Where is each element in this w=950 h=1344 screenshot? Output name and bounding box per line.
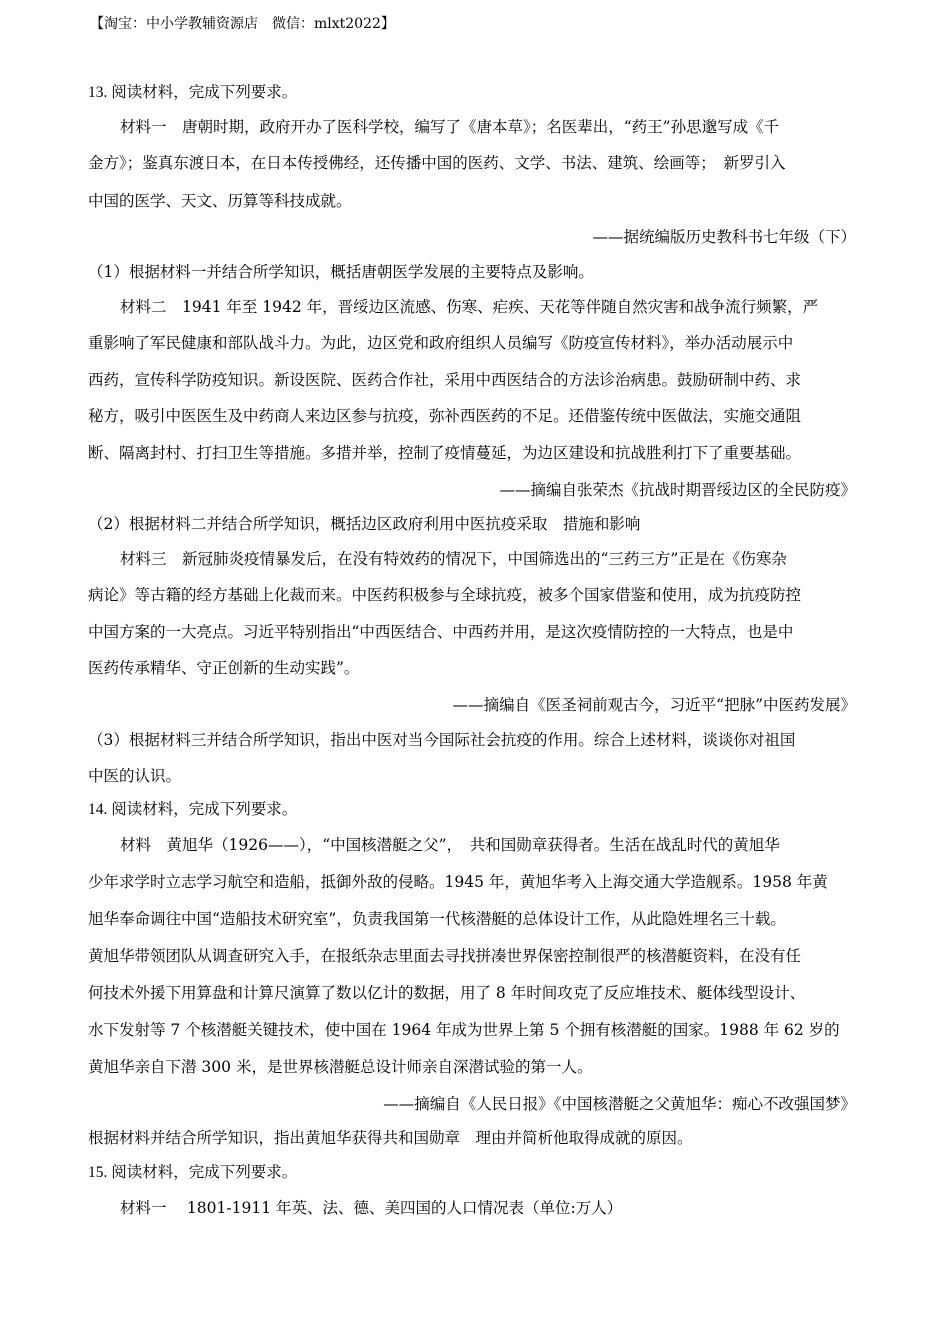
q14-material-line5: 何技术外援下用算盘和计算尺演算了数以亿计的数据，用了 8 年时间攻克了反应堆技术、艇体线型设计、: [88, 984, 806, 1002]
q13-material2-line3: 西药，宣传科学防疫知识。新设医院、医药合作社，采用中西医结合的方法诊治病患。鼓励研制中药、求: [88, 371, 802, 389]
q13-material2-source: ——摘编自张荣杰《抗战时期晋绥边区的全民防疫》: [499, 481, 856, 499]
q14-title: 14. 阅读材料，完成下列要求。: [88, 801, 298, 818]
q14-material-line3: 旭华奉命调往中国“造船技术研究室”，负责我国第一代核潜艇的总体设计工作，从此隐姓埋名三十载。: [88, 910, 786, 928]
q13-material3-source: ——摘编自《医圣祠前观古今，习近平“把脉”中医药发展》: [452, 696, 856, 714]
q13-material1-source: ——据统编版历史教科书七年级（下）: [592, 228, 856, 246]
q13-material2-line4: 秘方，吸引中医医生及中药商人来边区参与抗疫，弥补西医药的不足。还借鉴传统中医做法，实施交通阻: [88, 407, 802, 425]
q13-material2-line5: 断、隔离封村、打扫卫生等措施。多措并举，控制了疫情蔓延，为边区建设和抗战胜利打下了重要基础。: [88, 444, 802, 462]
q14-material-line2: 少年求学时立志学习航空和造船，抵御外敌的侵略。1945 年，黄旭华考入上海交通大学造舰系。1958 年黄: [88, 873, 828, 891]
q13-question2: （2）根据材料二并结合所学知识，概括边区政府利用中医抗疫采取 措施和影响: [88, 515, 641, 533]
q13-question1: （1）根据材料一并结合所学知识，概括唐朝医学发展的主要特点及影响。: [88, 263, 594, 281]
q14-material-line7: 黄旭华亲自下潜 300 米，是世界核潜艇总设计师亲自深潜试验的第一人。: [88, 1058, 593, 1076]
q15-material1-caption: 材料一 1801-1911 年英、法、德、美四国的人口情况表（单位:万人）: [120, 1199, 623, 1217]
q13-material3-line1: 材料三 新冠肺炎疫情暴发后，在没有特效药的情况下，中国筛选出的“三药三方”正是在《伤寒杂: [120, 550, 787, 568]
q13-material2-line1: 材料二 1941 年至 1942 年，晋绥边区流感、伤寒、疟疾、天花等伴随自然灾害和战争流行频繁，严: [120, 298, 819, 316]
q14-material-source: ——摘编自《人民日报》《中国核潜艇之父黄旭华：痴心不改强国梦》: [383, 1095, 856, 1113]
q13-material3-line4: 医药传承精华、守正创新的生动实践”。: [88, 659, 360, 677]
q13-question3-line2: 中医的认识。: [88, 767, 182, 785]
q14-material-line6: 水下发射等 7 个核潜艇关键技术，使中国在 1964 年成为世界上第 5 个拥有核潜艇的国家。1988 年 62 岁的: [88, 1021, 840, 1039]
q14-material-line1: 材料 黄旭华（1926——），“中国核潜艇之父”， 共和国勋章获得者。生活在战乱时代的黄旭华: [120, 836, 780, 854]
q13-material1-line3: 中国的医学、天文、历算等科技成就。: [88, 192, 352, 210]
q13-material3-line3: 中国方案的一大亮点。习近平特别指出“中西医结合、中西药并用，是这次疫情防控的一大特点，也是中: [88, 623, 794, 641]
q14-question: 根据材料并结合所学知识，指出黄旭华获得共和国勋章 理由并简析他取得成就的原因。: [88, 1129, 693, 1147]
page-header: 【淘宝：中小学教辅资源店 微信：mlxt2022】: [90, 16, 395, 32]
q13-material2-line2: 重影响了军民健康和部队战斗力。为此，边区党和政府组织人员编写《防疫宣传材料》，举办活动展示中: [88, 334, 794, 352]
q15-title: 15. 阅读材料，完成下列要求。: [88, 1164, 298, 1181]
q13-material1-line2: 金方》；鉴真东渡日本，在日本传授佛经，还传播中国的医药、文学、书法、建筑、绘画等； 新罗引入: [88, 154, 786, 172]
q13-material3-line2: 病论》等古籍的经方基础上化裁而来。中医药积极参与全球抗疫，被多个国家借鉴和使用，成为抗疫防控: [88, 586, 802, 604]
q13-title: 13. 阅读材料，完成下列要求。: [88, 84, 298, 101]
q13-material1-line1: 材料一 唐朝时期，政府开办了医科学校，编写了《唐本草》；名医辈出，“药王”孙思邈写成《千: [120, 118, 780, 136]
q13-question3-line1: （3）根据材料三并结合所学知识，指出中医对当今国际社会抗疫的作用。综合上述材料，谈谈你对祖国: [88, 731, 796, 749]
q14-material-line4: 黄旭华带领团队从调查研究入手，在报纸杂志里面去寻找拼凑世界保密控制很严的核潜艇资料，在没有任: [88, 947, 802, 965]
